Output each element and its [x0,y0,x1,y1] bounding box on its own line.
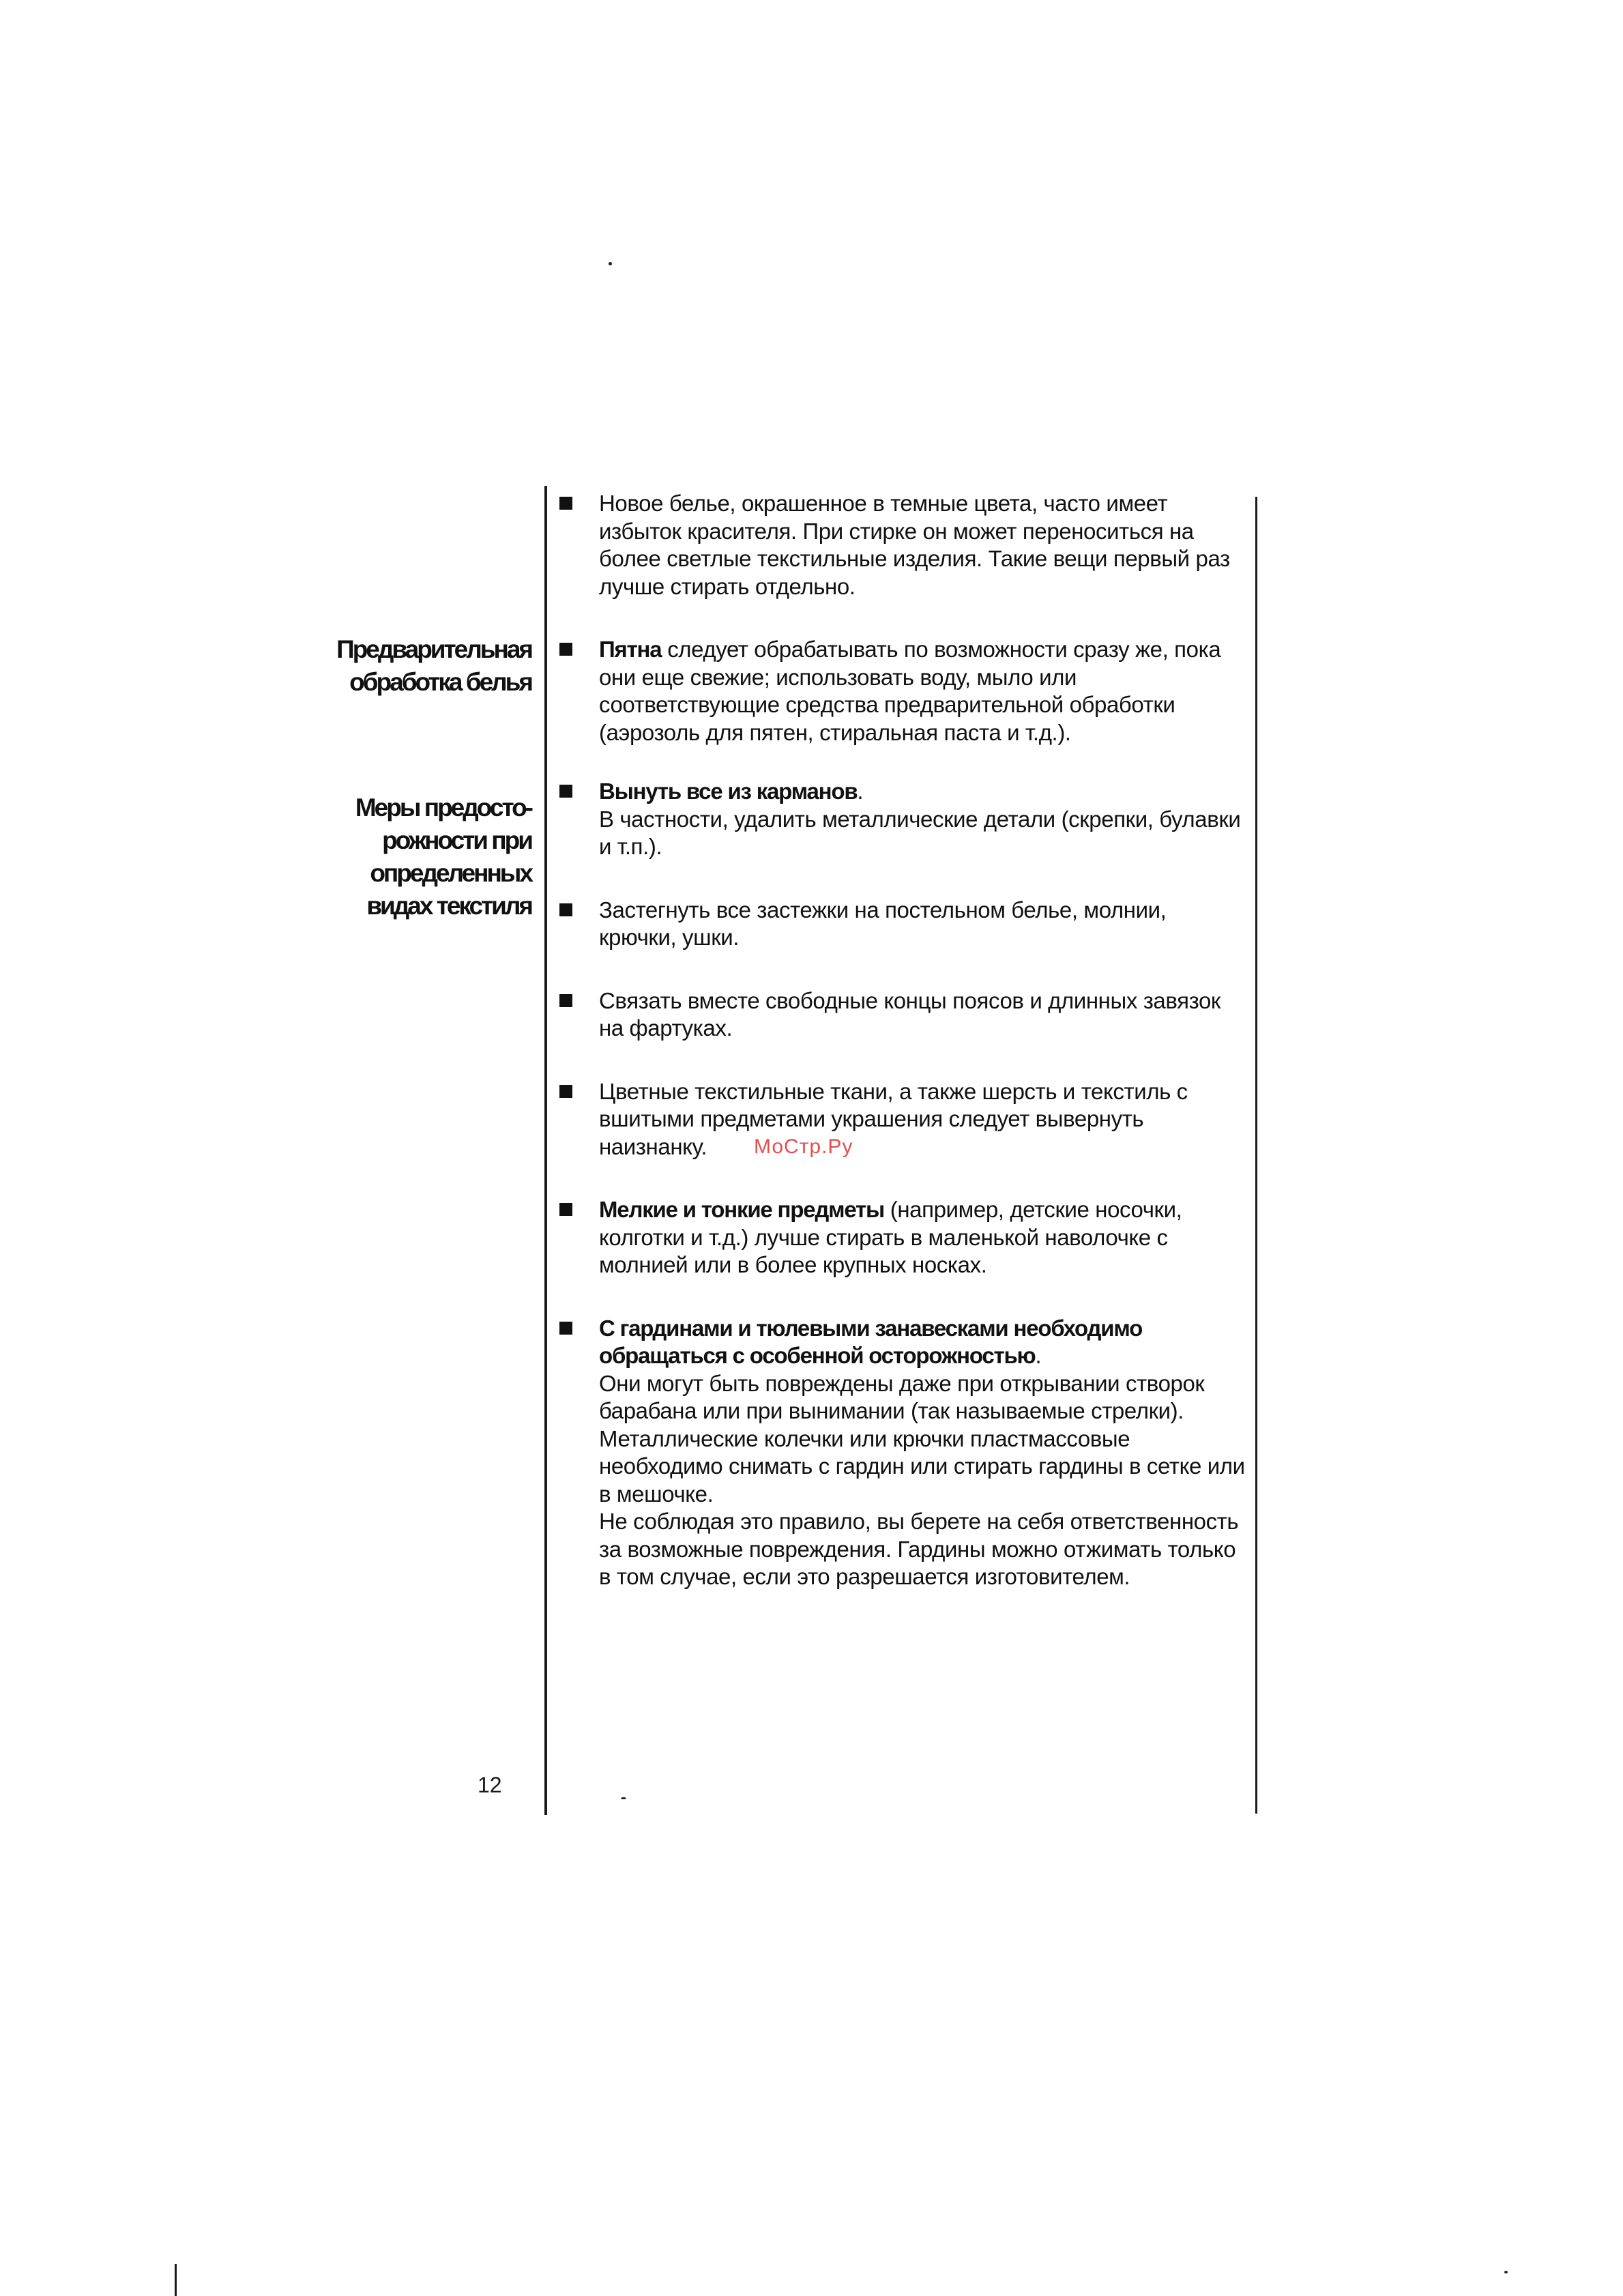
list-item [559,1078,1248,1161]
item-body: Застегнуть все застежки на постельном белье, молнии, крючки, ушки. [599,897,1167,950]
square-bullet-icon [559,497,572,510]
item-text [599,1315,1248,1370]
item-text [599,987,1248,1043]
item-bold-lead: Пятна [599,637,662,662]
square-bullet-icon [559,1322,572,1335]
item-text-continued: Они могут быть повреждены даже при открывании створок барабана или при вынимании (так называемые стрелки). [599,1370,1205,1423]
item-text-continued: Не соблюдая это правило, вы берете на себя ответственность за возможные повреждения. Гардины можно отжимать только в том случае, если это разрешается изготовителем. [599,1509,1239,1589]
item-text [599,778,1248,806]
scan-speck [1504,2271,1508,2273]
item-body: . [857,779,864,804]
square-bullet-icon [559,1203,572,1216]
list-item [559,897,1248,952]
square-bullet-icon [559,643,572,656]
item-text [599,636,1248,746]
item-body: (например, детские носочки, колготки и т.д.) лучше стирать в маленькой наволочке с молнией или в более крупных носках. [599,1197,1182,1277]
list-item [559,490,1248,600]
scan-speck [621,1797,626,1799]
square-bullet-icon [559,994,572,1007]
item-body: Связать вместе свободные концы поясов и длинных завязок на фартуках. [599,987,1220,1041]
list-item [559,1315,1248,1591]
square-bullet-icon [559,785,572,798]
square-bullet-icon [559,903,572,916]
sidebar-heading-precautions: Меры предосто- рожности при определенных видах текстиля [355,794,531,920]
item-text-continued: В частности, удалить металлические детали (скрепки, булавки и т.п.). [599,806,1241,859]
list-item [559,1196,1248,1279]
watermark-text: МоСтр.Ру [754,1135,853,1158]
instruction-list [559,490,1248,1591]
item-text [599,1078,1248,1161]
bottom-margin-rule [175,2264,177,2296]
list-item [559,987,1248,1043]
left-vertical-rule [544,486,547,1815]
item-body: Новое белье, окрашенное в темные цвета, часто имеет избыток красителя. При стирке он может переноситься на более светлые текстильные изделия. Такие вещи первый раз лучше стирать отдельно. [599,491,1230,599]
item-body: Цветные текстильные ткани, а также шерсть и текстиль с вшитыми предметами украшения следует вывернуть наизнанку. [599,1078,1188,1159]
square-bullet-icon [559,1085,572,1098]
right-vertical-rule [1255,497,1257,1814]
list-item [559,778,1248,861]
item-bold-lead: С гардинами и тюлевыми занавесками необходимо обращаться с особенной осторожностью [599,1315,1143,1368]
item-text [599,897,1248,952]
item-bold-lead: Вынуть все из карманов [599,779,858,804]
item-text [599,490,1248,600]
sidebar-heading-pretreatment: Предварительная обработка белья [336,635,531,696]
item-text [599,1196,1248,1279]
item-body: . [1035,1343,1042,1368]
item-bold-lead: Мелкие и тонкие предметы [599,1197,884,1222]
item-body: следует обрабатывать по возможности сразу же, пока они еще свежие; использовать воду, мыло или соответствующие средства предварительной обработки (аэрозоль для пятен, стиральная паста и т.д.). [599,637,1221,745]
page-number: 12 [478,1773,502,1797]
item-text-continued: Металлические колечки или крючки пластмассовые необходимо снимать с гардин или стирать гардины в сетке или в мешочке. [599,1425,1245,1507]
list-item [559,636,1248,746]
scan-speck [609,262,612,265]
